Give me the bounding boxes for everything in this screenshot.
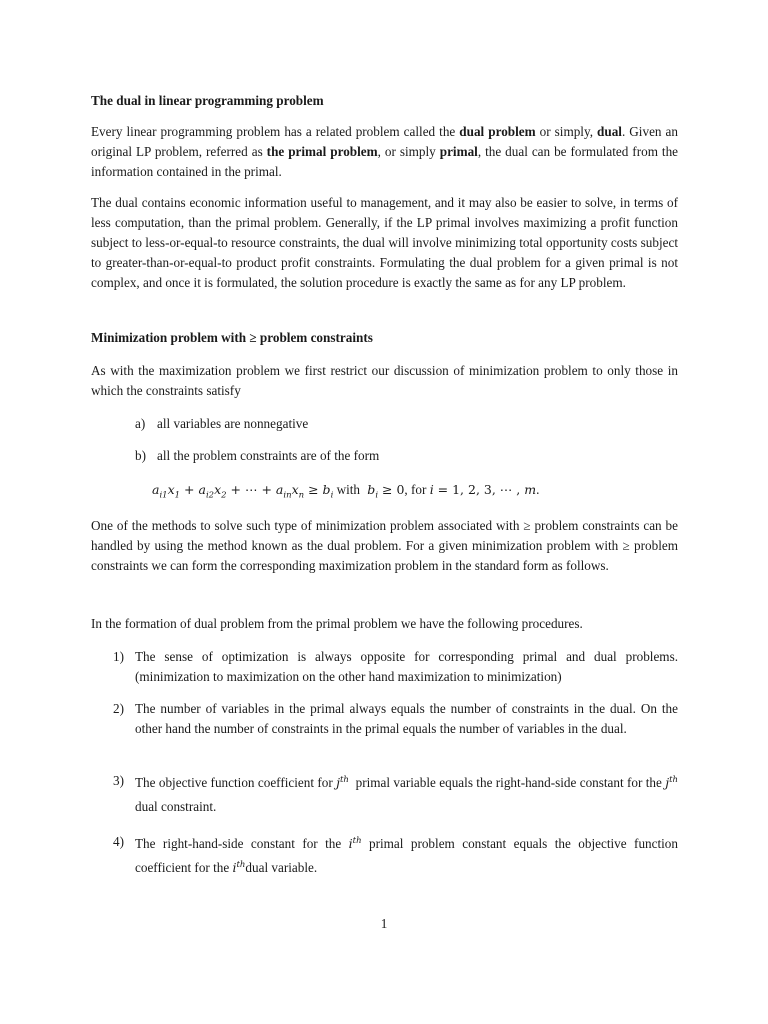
procedure-text: The number of variables in the primal always equals the number of constraints in the dual. On the other hand the number of constraints in the primal equals the number of variables in the dual. bbox=[135, 701, 678, 736]
term-dual: dual bbox=[597, 124, 622, 139]
procedure-item bbox=[113, 832, 678, 880]
dual-info-paragraph: The dual contains economic information useful to management, and it may also be easier to solve, in terms of less computation, than the primal problem. Generally, if the LP primal involves maximizing a profit function subject to less-or-equal-to resource constraints, the dual will involve minimizing total opportunity costs subject to greater-than-or-equal-to product profit constraints. Formulating the dual problem for a given primal is not complex, and once it is formulated, the solution procedure is exactly the same as for any LP problem. bbox=[91, 195, 678, 290]
text-run: or simply, bbox=[535, 124, 598, 139]
text-run: . Given an original LP problem, referred as bbox=[91, 124, 678, 159]
term-dual-problem: dual problem bbox=[459, 124, 536, 139]
text-run: Every linear programming problem has a related problem called the bbox=[91, 124, 460, 139]
text-run: primal problem constant equals the objective function coefficient for the bbox=[135, 836, 678, 875]
procedure-text: The sense of optimization is always opposite for corresponding primal and dual problems. (minimization to maximization on the other hand maximization to minimization) bbox=[135, 649, 678, 684]
formula-for: for bbox=[411, 482, 427, 497]
intro-paragraph bbox=[91, 122, 678, 182]
procedure-item bbox=[113, 647, 678, 687]
text-run: , the dual can be formulated from the information contained in the primal. bbox=[91, 144, 679, 179]
term-primal-problem: the primal problem bbox=[266, 144, 378, 159]
math-i-th: $i^{th}$ bbox=[348, 835, 362, 851]
constraint-formula: $a_{i1}x_1 + a_{i2}x_2$ + ⋯ + $a_{in}x_n \ge b_i$ with $b_i \ge 0$, for i = 1, 2, 3, ⋯ , m. bbox=[152, 482, 540, 501]
condition-label: a) bbox=[135, 416, 146, 431]
text-run: dual constraint. bbox=[135, 799, 217, 814]
formula-condition: $b_i \ge 0$ bbox=[363, 482, 405, 501]
procedure-intro: In the formation of dual problem from the primal problem we have the following procedures. bbox=[91, 616, 583, 631]
text-run: dual variable. bbox=[245, 860, 318, 875]
procedure-text bbox=[135, 771, 678, 819]
math-j-th: $j^{th}$ bbox=[336, 774, 349, 790]
formula-with: with bbox=[336, 482, 361, 497]
method-paragraph: One of the methods to solve such type of minimization problem associated with ≥ problem constraints can be handled by using the method known as the dual problem. For a given minimization problem with ≥ problem constraints we can form the corresponding maximization problem in the standard form as follows. bbox=[91, 518, 678, 573]
text-run: The right-hand-side constant for the bbox=[135, 836, 342, 851]
procedure-number: 3) bbox=[113, 773, 124, 788]
procedure-number: 4) bbox=[113, 834, 124, 849]
condition-text: all variables are nonnegative bbox=[157, 416, 309, 431]
section-heading: The dual in linear programming problem bbox=[91, 93, 324, 108]
page-number: 1 bbox=[380, 916, 388, 931]
procedure-text bbox=[135, 832, 678, 880]
restriction-paragraph: As with the maximization problem we first restrict our discussion of minimization problem to only those in which the constraints satisfy bbox=[91, 363, 678, 398]
formula-index-range: i = 1, 2, 3, ⋯ , m bbox=[429, 482, 537, 497]
text-run: The objective function coefficient for bbox=[135, 775, 333, 790]
procedure-number: 2) bbox=[113, 701, 124, 716]
procedure-item bbox=[113, 771, 678, 819]
math-j-th: $j^{th}$ bbox=[665, 774, 679, 790]
formula-lhs: $a_{i1}x_1 + a_{i2}x_2$ + ⋯ + $a_{in}x_n \ge b_i$ bbox=[152, 482, 334, 501]
subsection-heading: Minimization problem with ≥ problem constraints bbox=[91, 330, 373, 345]
text-run: primal variable equals the right-hand-side constant for the bbox=[355, 775, 662, 790]
term-primal: primal bbox=[439, 144, 478, 159]
procedure-number: 1) bbox=[113, 649, 124, 664]
math-i-th: $i^{th}$ bbox=[232, 859, 246, 875]
condition-text: all the problem constraints are of the form bbox=[157, 448, 380, 463]
procedure-item bbox=[113, 699, 678, 739]
text-run: , or simply bbox=[377, 144, 440, 159]
condition-label: b) bbox=[135, 448, 146, 463]
